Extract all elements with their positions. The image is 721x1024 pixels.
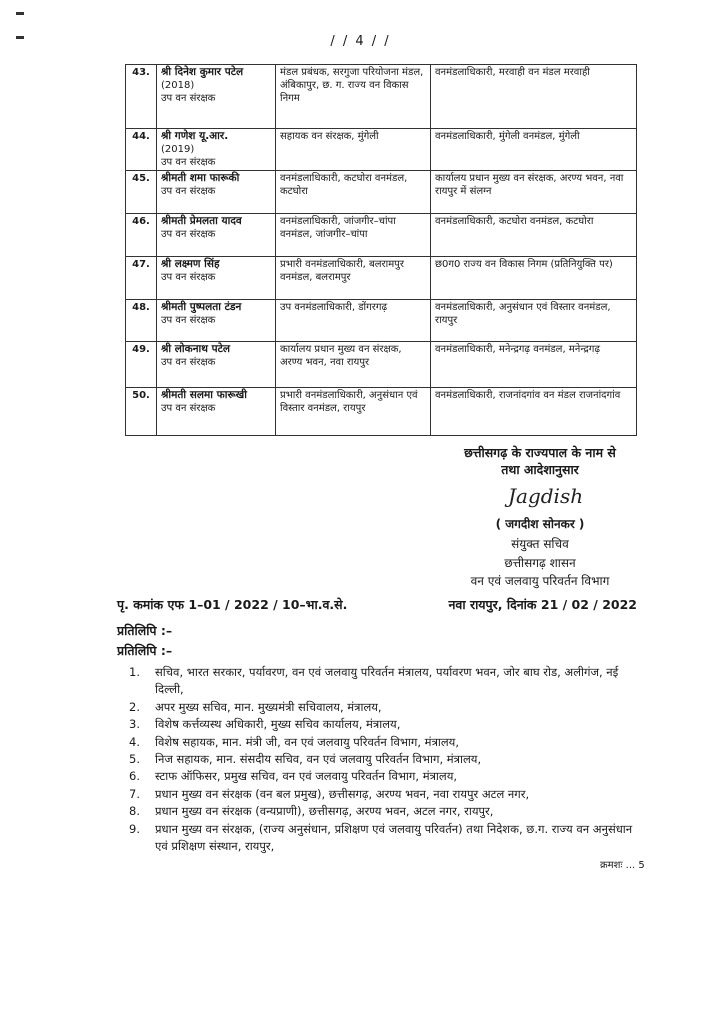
list-item-text: प्रधान मुख्य वन संरक्षक (वन्यप्राणी), छत्तीसगढ़, अरण्य भवन, अटल नगर, रायपुर, [155, 804, 494, 819]
new-posting: वनमंडलाधिकारी, कटघोरा वनमंडल, कटघोरा [431, 214, 637, 257]
list-item-number: 5. [129, 752, 140, 767]
serial-number: 43. [126, 65, 157, 129]
officer-rank: उप वन संरक्षक [161, 186, 216, 197]
table-row [126, 300, 637, 342]
officer-cell [157, 388, 276, 436]
list-item [117, 734, 647, 751]
serial-number: 49. [126, 342, 157, 388]
current-posting: वनमंडलाधिकारी, कटघोरा वनमंडल, कटघोरा [276, 171, 431, 214]
new-posting: छ0ग0 राज्य वन विकास निगम (प्रतिनियुक्ति पर) [431, 257, 637, 300]
officer-cell [157, 214, 276, 257]
current-posting: उप वनमंडलाधिकारी, डोंगरगढ़ [276, 300, 431, 342]
list-item-text: प्रधान मुख्य वन संरक्षक, (राज्य अनुसंधान, प्रशिक्षण एवं जलवायु परिवर्तन) तथा निदेशक, छ.ग. राज्य वन अनुसंधान एवं प्रशिक्षण संस्थान, रायपुर, [155, 821, 633, 854]
batch-year: (2018) [161, 80, 195, 91]
page-number: / / 4 / / [330, 34, 391, 49]
batch-year: (2019) [161, 144, 195, 155]
list-item-text: विशेष कर्त्तव्यस्थ अधिकारी, मुख्य सचिव कार्यालय, मंत्रालय, [155, 717, 401, 732]
table-row [126, 214, 637, 257]
new-posting: वनमंडलाधिकारी, मरवाही वन मंडल मरवाही [431, 65, 637, 129]
list-item-number: 3. [129, 717, 140, 732]
officer-cell [157, 171, 276, 214]
list-item-number: 8. [129, 804, 140, 819]
copy-heading-1: प्रतिलिपि :– [117, 623, 173, 638]
officer-rank: उप वन संरक्षक [161, 229, 216, 240]
signatory-designation: संयुक्त सचिव [511, 537, 569, 551]
authority-line-2: तथा आदेशानुसार [501, 462, 579, 477]
officer-name: श्रीमती सलमा फारूखी [161, 389, 247, 401]
list-item-number: 4. [129, 734, 140, 749]
officer-name: श्री लोकनाथ पटेल [161, 343, 230, 355]
officer-cell [157, 129, 276, 171]
reference-date: नवा रायपुर, दिनांक 21 / 02 / 2022 [448, 597, 637, 612]
list-item-number: 2. [129, 699, 140, 714]
officer-name: श्रीमती प्रेमलता यादव [161, 215, 242, 227]
continued-note: क्रमशः ... 5 [600, 860, 645, 871]
list-item [117, 803, 647, 820]
list-item-number: 1. [129, 665, 140, 679]
list-item-text: निज सहायक, मान. संसदीय सचिव, वन एवं जलवायु परिवर्तन विभाग, मंत्रालय, [155, 752, 482, 767]
new-posting: वनमंडलाधिकारी, अनुसंधान एवं विस्तार वनमंडल, रायपुर [431, 300, 637, 342]
officer-name: श्रीमती पुष्पलता टंडन [161, 301, 242, 313]
list-item-number: 9. [129, 821, 140, 836]
table-row [126, 342, 637, 388]
officer-name: श्री दिनेश कुमार पटेल [161, 66, 244, 78]
list-item [117, 664, 647, 699]
current-posting: मंडल प्रबंधक, सरगुजा परियोजना मंडल, अंबिकापुर, छ. ग. राज्य वन विकास निगम [276, 65, 431, 129]
list-item-text: अपर मुख्य सचिव, मान. मुख्यमंत्री सचिवालय, मंत्रालय, [155, 699, 382, 714]
table-row [126, 388, 637, 436]
officer-rank: उप वन संरक्षक [161, 93, 216, 104]
table-row [126, 129, 637, 171]
list-item [117, 786, 647, 803]
list-item-number: 6. [129, 769, 140, 784]
list-item [117, 821, 647, 856]
officer-cell [157, 257, 276, 300]
table-row [126, 171, 637, 214]
serial-number: 44. [126, 129, 157, 171]
current-posting: सहायक वन संरक्षक, मुंगेली [276, 129, 431, 171]
serial-number: 50. [126, 388, 157, 436]
list-item-text: सचिव, भारत सरकार, पर्यावरण, वन एवं जलवायु परिवर्तन मंत्रालय, पर्यावरण भवन, जोर बाघ रोड, अलीगंज, नई दिल्ली, [155, 665, 619, 697]
current-posting: वनमंडलाधिकारी, जांजगीर–चांपा वनमंडल, जांजगीर–चांपा [276, 214, 431, 257]
officer-cell [157, 300, 276, 342]
new-posting: वनमंडलाधिकारी, मनेन्द्रगढ़ वनमंडल, मनेन्द्रगढ़ [431, 342, 637, 388]
officer-rank: उप वन संरक्षक [161, 357, 216, 368]
list-item [117, 716, 647, 733]
officer-rank: उप वन संरक्षक [161, 403, 216, 414]
current-posting: प्रभारी वनमंडलाधिकारी, अनुसंधान एवं विस्तार वनमंडल, रायपुर [276, 388, 431, 436]
copy-heading-2: प्रतिलिपि :– [117, 643, 173, 658]
posting-table [125, 64, 637, 436]
list-item-text: प्रधान मुख्य वन संरक्षक (वन बल प्रमुख), छत्तीसगढ़, अरण्य भवन, नवा रायपुर अटल नगर, [155, 786, 530, 801]
new-posting: वनमंडलाधिकारी, राजनांदगांव वन मंडल राजनांदगांव [431, 388, 637, 436]
list-item [117, 768, 647, 785]
new-posting: वनमंडलाधिकारी, मुंगेली वनमंडल, मुंगेली [431, 129, 637, 171]
officer-name: श्री गणेश यू.आर. [161, 130, 229, 142]
reference-number: पृ. कमांक एफ 1–01 / 2022 / 10–भा.व.से. [117, 597, 348, 612]
table-row [126, 257, 637, 300]
current-posting: प्रभारी वनमंडलाधिकारी, बलरामपुर वनमंडल, बलरामपुर [276, 257, 431, 300]
serial-number: 47. [126, 257, 157, 300]
officer-rank: उप वन संरक्षक [161, 157, 216, 168]
officer-cell [157, 342, 276, 388]
officer-name: श्रीमती शमा फारूकी [161, 172, 240, 184]
distribution-list [117, 664, 647, 855]
officer-cell [157, 65, 276, 129]
authority-line-1: छत्तीसगढ़ के राज्यपाल के नाम से [464, 445, 616, 460]
table-row [126, 65, 637, 129]
list-item [117, 751, 647, 768]
current-posting: कार्यालय प्रधान मुख्य वन संरक्षक, अरण्य भवन, नवा रायपुर [276, 342, 431, 388]
officer-rank: उप वन संरक्षक [161, 272, 216, 283]
officer-name: श्री लक्ष्मण सिंह [161, 258, 220, 270]
serial-number: 46. [126, 214, 157, 257]
list-item-text: विशेष सहायक, मान. मंत्री जी, वन एवं जलवायु परिवर्तन विभाग, मंत्रालय, [155, 734, 460, 749]
punch-mark-top [16, 12, 24, 15]
officer-rank: उप वन संरक्षक [161, 315, 216, 326]
signatory-department: वन एवं जलवायु परिवर्तन विभाग [470, 574, 610, 588]
list-item [117, 699, 647, 716]
handwritten-signature: Jagdish [508, 484, 584, 508]
serial-number: 45. [126, 171, 157, 214]
signatory-government: छत्तीसगढ़ शासन [504, 556, 576, 570]
list-item-number: 7. [129, 786, 140, 801]
list-item-text: स्टाफ ऑफिसर, प्रमुख सचिव, वन एवं जलवायु परिवर्तन विभाग, मंत्रालय, [155, 769, 458, 784]
signatory-name: ( जगदीश सोनकर ) [495, 517, 585, 531]
new-posting: कार्यालय प्रधान मुख्य वन संरक्षक, अरण्य भवन, नवा रायपुर में संलग्न [431, 171, 637, 214]
serial-number: 48. [126, 300, 157, 342]
